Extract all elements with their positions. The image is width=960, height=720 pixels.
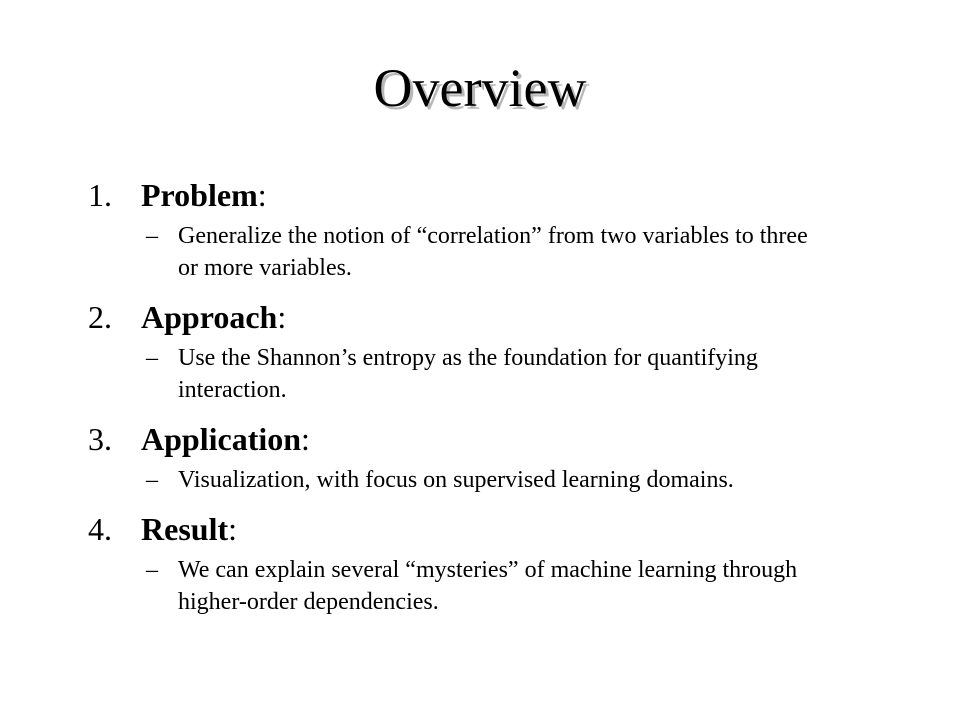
item-detail-text: Generalize the notion of “correlation” from two variables to three or more variables. [178,223,808,281]
item-label: Problem [141,177,258,213]
item-colon: : [277,299,287,335]
item-label: Application [141,421,302,457]
item-detail-text: We can explain several “mysteries” of machine learning through higher-order dependencies. [178,557,798,615]
item-number: 3. [88,421,112,457]
item-detail-text: Use the Shannon’s entropy as the foundation for quantifying interaction. [178,345,758,403]
item-label: Approach [141,299,278,335]
list-item [0,506,960,618]
item-heading [0,506,960,552]
list-item [0,172,960,284]
item-label-wrap [141,172,267,218]
item-number: 4. [88,511,112,547]
dash-bullet: – [146,557,158,583]
item-label-wrap [141,506,237,552]
item-detail [0,464,960,496]
item-heading [0,172,960,218]
item-label-wrap [141,294,286,340]
item-number: 1. [88,177,112,213]
item-colon: : [301,421,310,457]
list-item [0,294,960,406]
item-label: Result [141,511,229,547]
item-label-wrap [141,416,310,462]
item-heading [0,294,960,340]
slide-title: Overview [373,58,587,118]
item-colon: : [257,177,267,213]
item-detail [0,554,960,618]
list-item [0,416,960,496]
dash-bullet: – [146,223,158,249]
item-number: 2. [88,299,112,335]
overview-list [0,172,960,618]
dash-bullet: – [146,345,158,371]
dash-bullet: – [146,467,158,493]
item-heading [0,416,960,462]
item-detail-text: Visualization, with focus on supervised learning domains. [178,467,734,493]
item-detail [0,342,960,406]
item-detail [0,220,960,284]
item-colon: : [228,511,237,547]
